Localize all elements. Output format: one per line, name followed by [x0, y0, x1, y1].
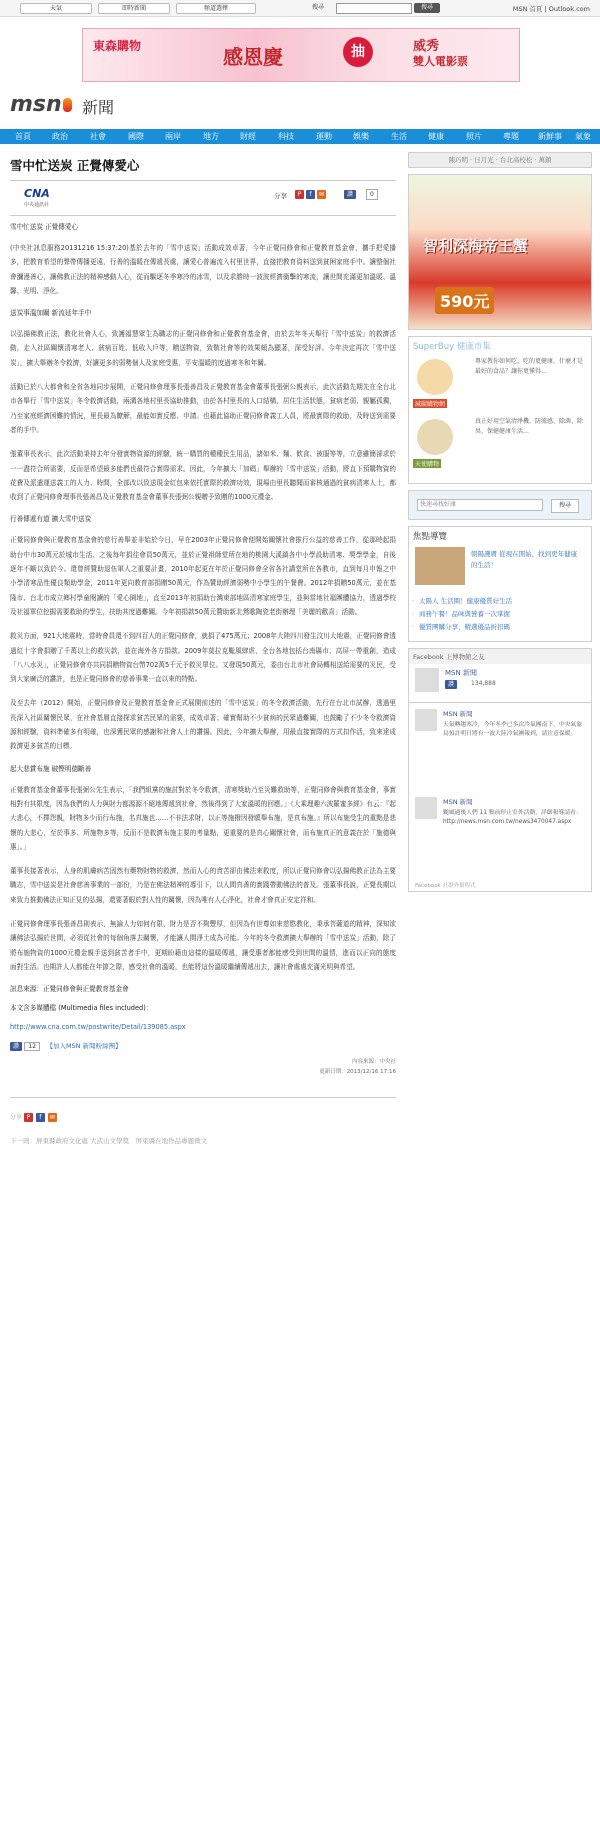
section-name: 新聞: [82, 98, 115, 117]
weather-button[interactable]: 天氣: [20, 3, 92, 14]
facebook-box: [408, 648, 592, 892]
superbuy-thumb: [417, 419, 453, 455]
facebook-page-avatar: [415, 668, 439, 692]
facebook-post: [409, 793, 591, 873]
article-paragraph: (中央社訊息服務20131216 15:37:20)基於去年的「雪中送炭」活動成效卓著，今年正覺同修會和正覺教育基金會，攜手把愛播多，把教育希望的聲帶傳播更遠，行善的溫暖在傳遞長處，讓愛心普遍流入村里世界，直接把教育資料送到貧困家庭手中。讓整個社會瀰漫善心，讓佛教正法的精神感動人心，從而驅逐冬季寒冷的冰雪，以及求勝時一波波經濟衝擊的寒流，讓世間充滿更加溫暖、溫馨、光明、淨化。: [10, 244, 396, 295]
nav-item[interactable]: 科技: [278, 132, 294, 141]
share-facebook-icon[interactable]: f: [36, 1113, 45, 1122]
facebook-page: [409, 664, 591, 702]
article-body: [10, 241, 396, 1033]
superbuy-item[interactable]: [409, 415, 591, 475]
facebook-post-author[interactable]: MSN 新聞: [443, 798, 473, 806]
share-bottom: [10, 1112, 396, 1122]
article-subheading: 本文含多媒體檔 (Multimedia files included)：: [10, 1004, 153, 1013]
superbuy-text: 專家教你如何吃，吃的更健康、什麼才是最好的食品？讓你更懂得…: [475, 358, 584, 375]
article: [10, 152, 396, 1145]
nav-item[interactable]: 國際: [128, 132, 144, 141]
divider: [10, 1097, 396, 1098]
nav-item[interactable]: 首頁: [15, 132, 31, 141]
facebook-like-button[interactable]: 讚: [445, 680, 457, 689]
sidebar: [408, 152, 592, 898]
top-links[interactable]: MSN 首頁 | Outlook.com: [512, 5, 590, 13]
article-paragraph: 活動已於八大都會和全省各地同步展開，正覺同修會理事長張善昌及正覺教育基金會董事長張弼公親表示，此次活動先期先在全台北市各舉行「雪中送炭」冬令救濟活動，兩溝各地村里長協助推動，由於各村里長的人口結構，居住生活狀態，貧病老弱、親屬孤獨，乃至家庭經濟困難的情況，里長最為瞭解，最能如實反應、申請。也藉此協助正覺同修會義工人員，將最實際的救助，及時送到需要者的手中。: [10, 383, 396, 434]
like-button[interactable]: 讚: [344, 190, 356, 199]
divider: [10, 215, 396, 216]
share-facebook-icon[interactable]: f: [306, 190, 315, 199]
sidebar-search-box: [408, 490, 592, 520]
top-bar: [0, 0, 600, 17]
msn-logo[interactable]: msn: [10, 92, 73, 117]
main-nav: [0, 129, 600, 144]
search-label: 搜尋: [312, 4, 325, 11]
facebook-post-avatar: [415, 797, 437, 819]
nav-item[interactable]: 氣象: [575, 132, 591, 141]
ad-brand: 東森購物: [93, 39, 142, 53]
article-paragraph: 及至去年（2012）開始，正覺同修會及正覺教育基金會正式展開前述的「雪中送炭」的冬令救濟活動，先行在台北市試辦，透過里長深入社區關懷民眾，在社會基層直接探求貧苦民眾的需要，成效卓著；確實幫助不少貧病的民眾過難關，也鼓勵了不少冬令救濟資源和經驗，資料準確多有明確，也深獲民眾的感謝和社會人士的讚揚。因此，今年擴大舉辦，用最直接實際的方式扣作活，致來達成救濟更多貧苦的目標。: [10, 699, 396, 751]
nav-item[interactable]: 社會: [90, 132, 106, 141]
focus-link[interactable]: · 商務午餐！品味與營養一次掌握: [409, 608, 591, 621]
like-count: 0: [366, 189, 378, 200]
search-button[interactable]: 搜尋: [414, 3, 440, 13]
article-paragraph: 救災方面，921大地震時，當時會員還不到四百人的正覺同修會，就捐了475萬元；2008年大陸四川發生汶川大地震，正覺同修會透過紅十字會捐贈了千萬以上的救災款，並在海外各方捐款。2009年莫拉克颱風肆虐，全台各地包括台南縣市、高屏一帶重創，造成「八八水災」，正覺同修會亦共同捐贈物資台幣702萬5千元予救災單位。又發現50萬元，委由台北市社會局轉相送給需要的災民，受到大家廣泛的讚許，也是正覺同修會的慈善事業一直以來的特點。: [10, 632, 396, 684]
footer-like-count: 12: [24, 1042, 40, 1051]
focus-link[interactable]: · 太陽人 生活圈！健康優質好生活: [409, 595, 591, 608]
focus-thumb: [415, 547, 465, 585]
superbuy-text: 真正好用空氣清淨機、防流感、除菌、除臭、保健健康生活…: [475, 418, 584, 435]
article-subheading[interactable]: http://www.cna.com.tw/postwrite/Detail/139085.aspx: [10, 1023, 186, 1032]
superbuy-tag: 天使購物: [415, 461, 440, 468]
cna-logo: CNA: [24, 187, 50, 200]
article-footer-like: [10, 1041, 396, 1051]
nav-item[interactable]: 照片: [466, 132, 482, 141]
facebook-footer: Facebook 社群外掛程式: [415, 883, 476, 889]
share-label: 分享: [274, 192, 287, 200]
article-lead: 雪中忙送炭 正覺傳愛心: [10, 223, 79, 231]
nav-item[interactable]: 財經: [240, 132, 256, 141]
article-subheading: 送炭事溫加關 新流延年手中: [10, 309, 92, 318]
article-paragraph: 正覺教育基金會董事長張弼公先生表示，「我們組黨的施討對於冬令救濟，清寒獎助乃至災難救助等，正覺同修會與教育基金會，事實相對有其限度，因為我們的人力與財力都源源不絕地傳遞到社會，然後得到了大家溫暖的回應。」《大乘理趣六波羅蜜多經》有云：『起大悲心，不擇怨親，財物多少而行布施，名真施也……不非法求財，以正等施撥因發願舉布施，是真布施。』所以布施受生的重點是悲懷的大悲心，至於事多、所施物多等，反而不是救濟布施主要的考量點，更重要的是真心關懷社會，而布施真正的意義在於「施德與惠」。」: [10, 785, 396, 851]
superbuy-heading: SuperBuy 健康市集: [413, 342, 491, 352]
article-title: 雪中忙送炭 正覺傳愛心: [10, 158, 140, 173]
sidebar-search-button[interactable]: 搜尋: [551, 499, 579, 513]
ad-draw-badge: 抽: [343, 37, 373, 67]
facebook-likes: 134,888: [471, 680, 496, 687]
promo-title: 智利深海帝王蟹: [423, 237, 529, 255]
article-meta: [10, 181, 396, 215]
promo-price: 590元: [435, 287, 494, 314]
facebook-post-avatar: [415, 709, 437, 731]
facebook-heading: Facebook 上博物館之友: [409, 649, 591, 664]
banner-ad[interactable]: [82, 28, 520, 82]
ad-right-sub: 雙人電影票: [413, 55, 468, 68]
nav-item[interactable]: 地方: [203, 132, 219, 141]
article-subheading: 行善傳遞有道 擴大雪中送炭: [10, 515, 92, 524]
nav-item[interactable]: 生活: [391, 132, 407, 141]
provider-line: 內容來源：中央社: [351, 1059, 396, 1066]
updated-line: 更新日期：2013/12/16 17:16: [319, 1069, 396, 1076]
sidebar-top-ad[interactable]: 陳巧明 · 日月光 · 台北高校松 · 萬鎮: [408, 152, 592, 168]
cna-subtitle: 中央通訊社: [24, 202, 50, 208]
nav-item[interactable]: 運動: [316, 132, 332, 141]
nav-item[interactable]: 政治: [52, 132, 68, 141]
nav-item[interactable]: 娛樂: [353, 132, 369, 141]
join-fan-page-link[interactable]: 【加入MSN 新聞粉絲團】: [46, 1042, 122, 1051]
facebook-post-text: 天氣轉趨寒冷，今年冬季已多次冷氣團南下，中央氣象局預計明日將有一波大陸冷氣團報到，請注意保暖。: [443, 722, 583, 737]
ad-right-title: 威秀: [413, 39, 440, 54]
search-input[interactable]: [336, 3, 412, 14]
superbuy-thumb: [417, 359, 453, 395]
nav-item[interactable]: 專題: [503, 132, 519, 141]
msn-butterfly-icon: [63, 98, 72, 112]
article-paragraph: 以弘揚佛教正法，教化社會人心，致護福慧眾生為職志的正覺同修會和正覺教育基金會，由於去年冬天舉行「雪中送炭」的救濟活動，走入社區關懷清寒老人、貧病百姓、低收入戶等，贈送物資，致敬社會等的效果頗為顯著，深受好評。今年決定再次「雪中送炭」，擴大舉辦冬令救濟，好讓更多的弱勢個人及家庭受惠，平安溫暖的度過寒冬和年關。: [10, 330, 396, 367]
superbuy-tag: 減碳購物網: [415, 401, 446, 408]
share-plurk-icon[interactable]: P: [24, 1113, 33, 1122]
focus-link[interactable]: · 優質團購分享、精選優品折扣碼: [409, 621, 591, 634]
article-paragraph: 張董事長表示，此次活動秉持去年分發實物資源的經驗，統一購買的種種民生用品，諸如米、麵、飲食、被服等等，立意雖簡卻求於一一盡符合所需要，反而是希望最多能們也最符合實際需求。因此，今年擴大「加碼」舉辦的「雪中送炭」活動，將直下預購物資的花費及派遣運送義工的人力、時間，全部改以致送現金紅包來依托實際的救濟功效，現場由里長聽聞而審核通過的貧病清寒人士，都收到了正覺同修會理事長張善昌及正覺教育基金會董事長張弼公親贈予致贈的1000元禮金。: [10, 450, 396, 502]
focus-title: 朝陽護膚 從現在開始，找到更年健康的生活！: [471, 550, 578, 569]
promo-ad[interactable]: [408, 174, 592, 330]
nav-item[interactable]: 兩岸: [165, 132, 181, 141]
superbuy-box: [408, 336, 592, 484]
nav-item[interactable]: 新鮮事: [538, 132, 562, 141]
share-email-icon[interactable]: ✉: [49, 1114, 55, 1122]
facebook-page-name[interactable]: MSN 新聞: [445, 669, 477, 677]
share-email-icon[interactable]: ✉: [318, 191, 325, 198]
focus-box: [408, 526, 592, 642]
article-paragraph: 董事長接著表示，人身的肌膚病苦固然有藥物財物的救濟，然而人心的貪苦卻由佛法來救度，所以正覺同修會以弘揚佛教正法為主要職志，雪中送炭是社會慈善事業的一部份，乃是在佛法精神的導引下，以人間真善的實踐帶動佛法的普及。張董事長說，正覺長期以來致力推動佛法正知正見的弘揚，還要著眼於對人性的關懷，因為唯有人心淨化，社會才會真正安定祥和。: [10, 867, 396, 904]
article-paragraph: 正覺同修會與正覺教育基金會的慈行善舉並非始於今日，早在2003年正覺同修會便開始關懷社會推行公益的慈善工作，從那時起捐助台中市30萬元於城市生活、之後每年捐往會員50萬元，並於正覺祖師堂所在地的桃園大溪鎮各中小學設助清寒、獎學學金，自後逐年不斷以致於今。還曾經贊助退伍軍人之重要計畫，2010年起更在年於正覺同修會全省各社講堂所在各教市，直到每月申報之中小學清寒品性優良類助學金，2011年更向教育部捐贈50萬元，作為贊助經濟弱勢中小學生的午餐費。2012年捐贈50萬元，並在基隆市、台北市成立鄉村學童閱讀的「愛心園地」，直至2013年初捐助台灣東部地區清寒家庭學生，並與當地社福團體協力，透過學校及社福單位挖掘需要救助的學生，扶助其度過難關。今年初捐款50萬元贊助新北鶯歌陶瓷老街辦理「美麗的歡喜」活動。: [10, 536, 396, 616]
ad-headline: 感恩慶: [223, 45, 283, 69]
superbuy-item[interactable]: [409, 355, 591, 415]
focus-item[interactable]: [409, 545, 591, 595]
breaking-news-button[interactable]: 即時新聞: [98, 3, 170, 14]
share-bottom-label: 分享: [10, 1114, 23, 1122]
facebook-post: [409, 703, 591, 793]
article-subheading: 起大悲賞布施 破慳明德斷善: [10, 764, 92, 773]
sidebar-search-input[interactable]: [417, 499, 543, 511]
nav-item[interactable]: 健康: [428, 132, 444, 141]
focus-heading: 焦點導覽: [413, 532, 448, 542]
footer-like-button[interactable]: 讚: [10, 1042, 22, 1051]
next-article-link[interactable]: 下一則：屏東縣政府文化處 大武山文學獎 屏東縣在地作品專題徵文: [10, 1137, 208, 1146]
facebook-post-author[interactable]: MSN 新聞: [443, 710, 473, 718]
article-paragraph: 正覺同修會理事長張善昌則表示，無論人力如何有限，財力是否不夠豐厚，但因為有世尊如來慈愍教化，秉承菩薩道的精神，深知欲讓佛法弘揚於世間，必須從社會的每個角落去關懷，才能讓人間淨土成為可能。今年的冬令救濟擴大舉辦的「雪中送炭」活動，除了將布施物資的1000元禮金親手送到貧苦者手中，更期盼藉由這樣的溫暖傳遞，讓受惠者都能感受到世間的溫情，進而以正向的態度面對生活。也期許人人都能在年節之際，感受社會的溫暖，也能將這份溫暖繼續傳遞出去，讓社會處處充滿光明與希望。: [10, 919, 396, 971]
article-subheading: 訊息來源：正覺同修會與正覺教育基金會: [10, 985, 129, 994]
channel-select[interactable]: 頻道選擇: [176, 3, 256, 14]
facebook-post-text: 颱風過後人們 11 點前停止室外活動，詳細報導請看：http://news.msn.com.tw/news3470047.aspx: [443, 810, 582, 825]
share-plurk-icon[interactable]: P: [295, 190, 304, 199]
